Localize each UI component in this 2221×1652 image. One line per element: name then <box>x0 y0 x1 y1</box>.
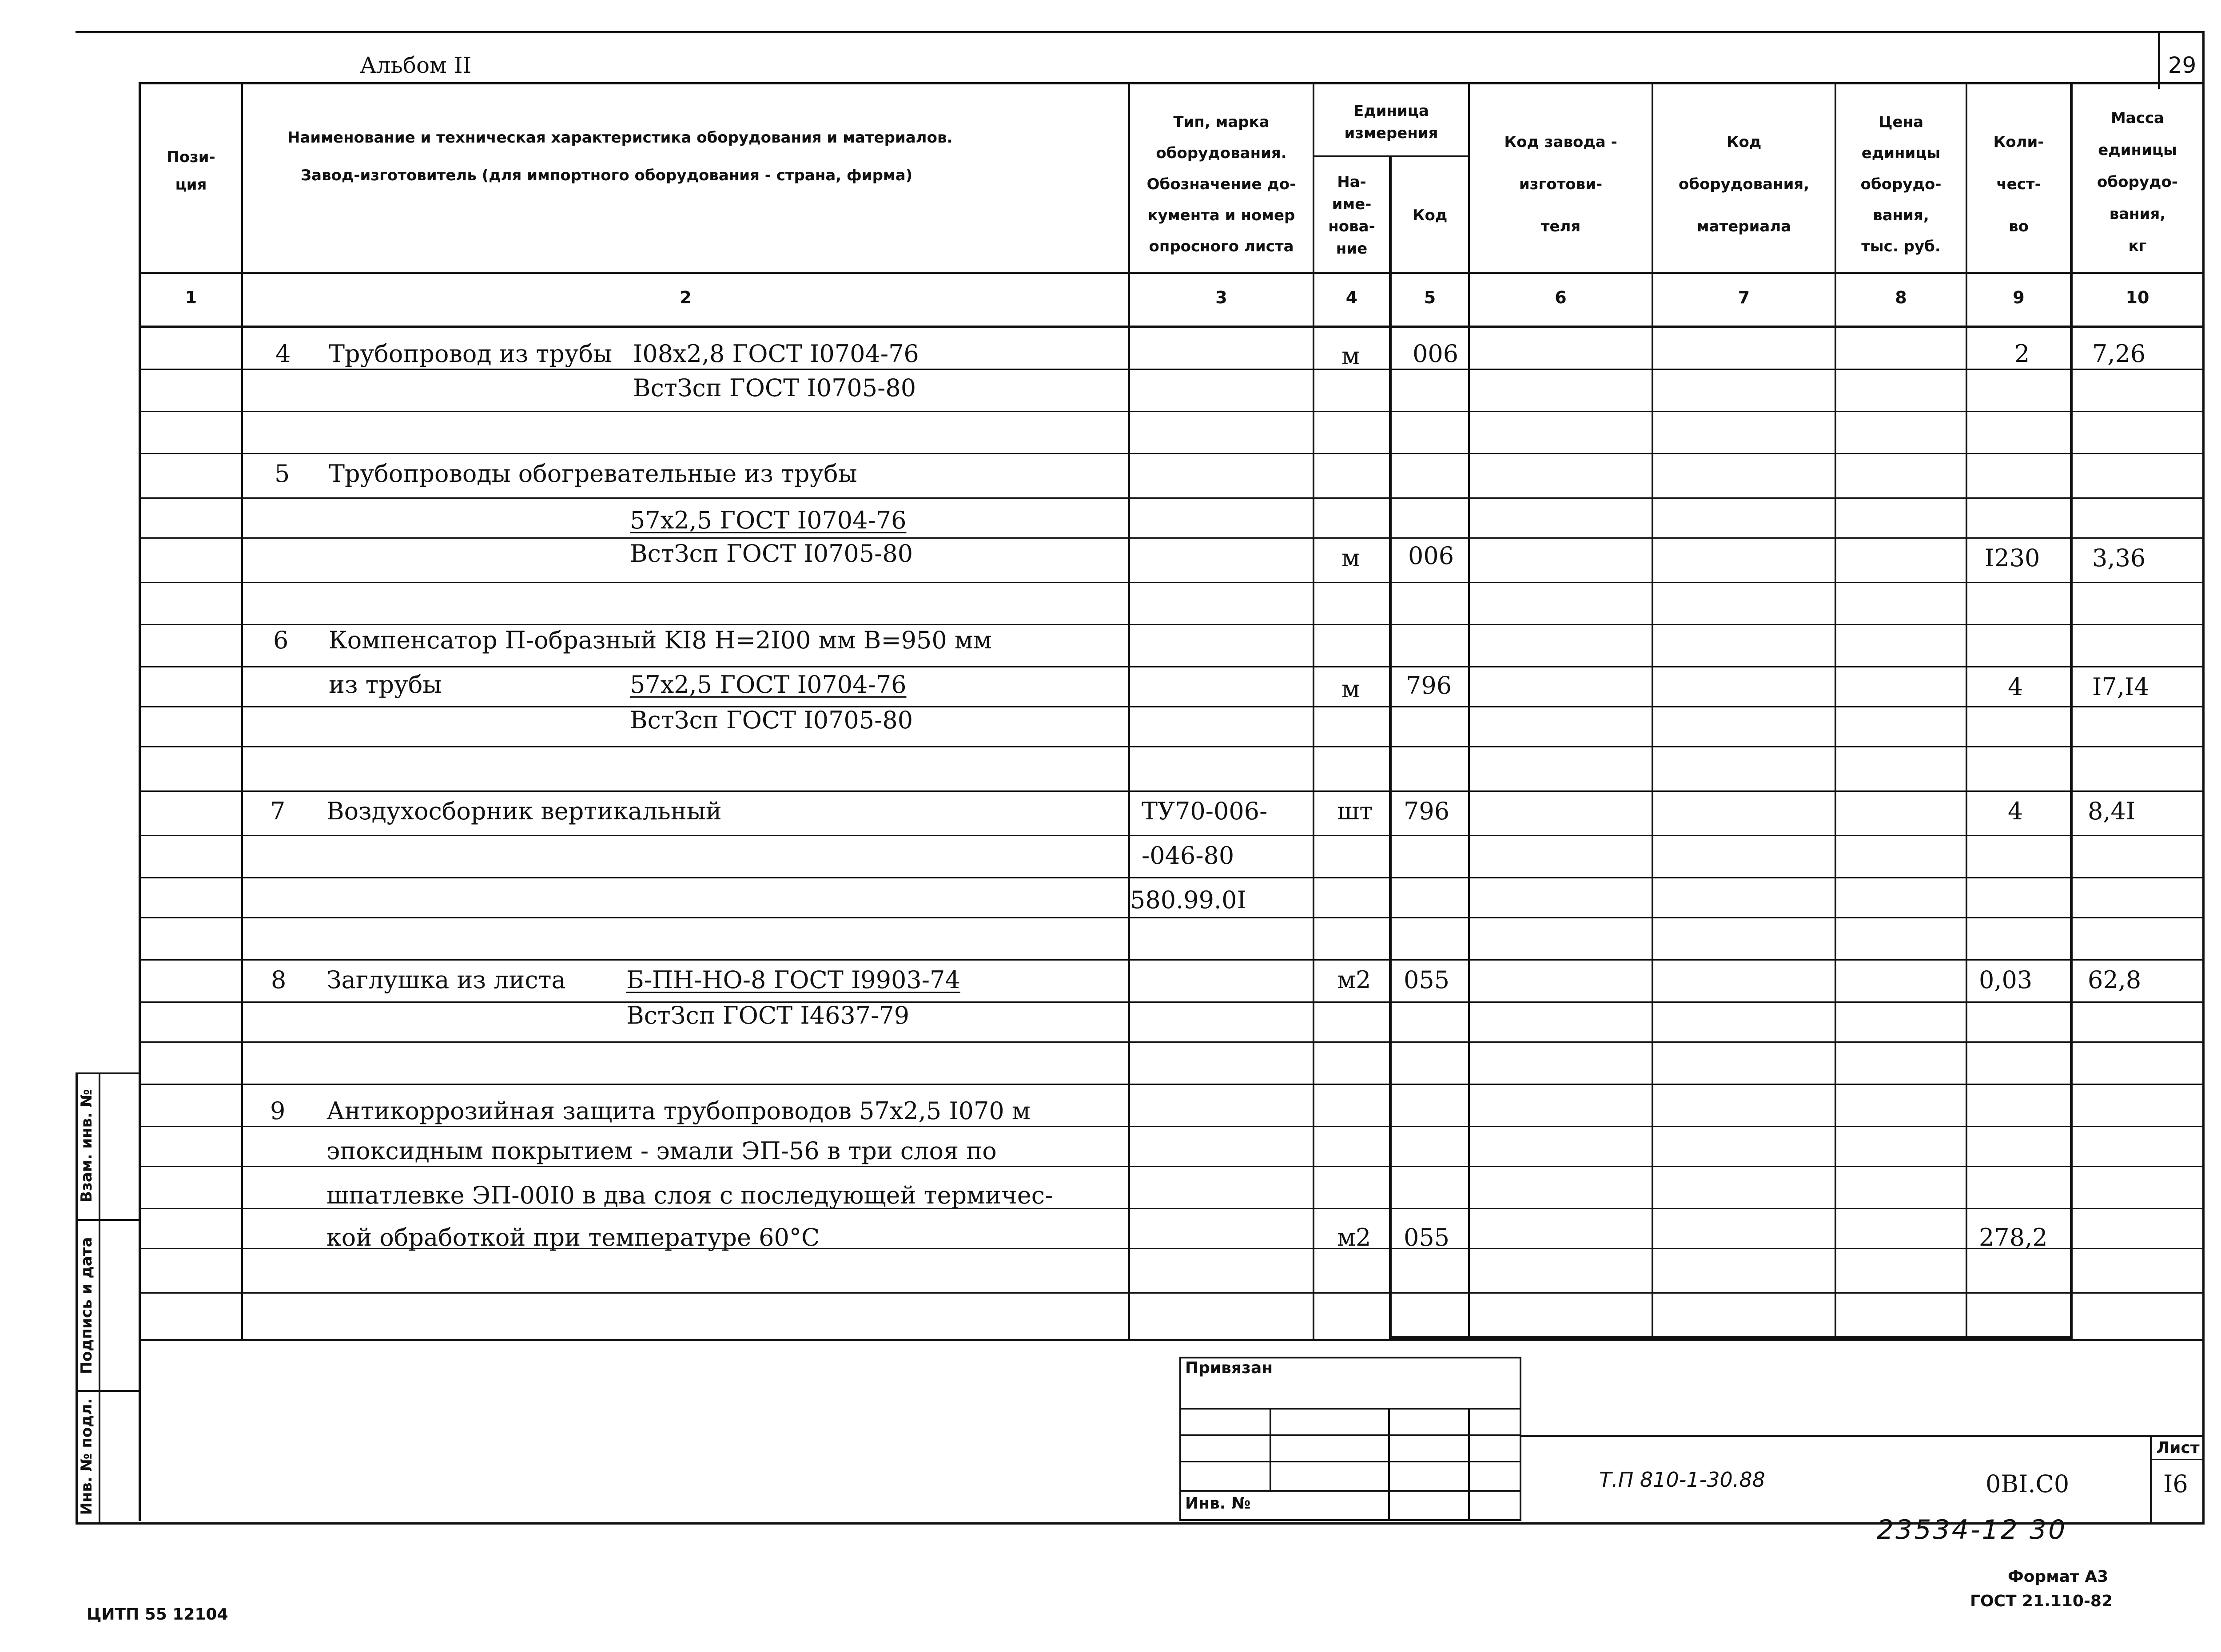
side-top <box>76 1072 140 1074</box>
row-5-spec: 57x2,5 ГОСТ I0704-76 <box>630 506 907 534</box>
row-9-line2: эпоксидным покрытием - эмали ЭП-56 в три слоя по <box>326 1137 997 1165</box>
sheet-code: 0BI.C0 <box>1986 1470 2070 1498</box>
row-5-mass: 3,36 <box>2092 544 2146 572</box>
handwritten-number: 23534-12 30 <box>1877 1514 2067 1545</box>
frame-top <box>76 31 2203 33</box>
row-4-spec: I08x2,8 ГОСТ I0704-76 <box>633 340 919 368</box>
hdr-name-line1: Наименование и техническая характеристика оборудования и материалов. <box>287 129 953 147</box>
title-block-top <box>1521 1435 2205 1437</box>
row-8-code: 055 <box>1404 966 1450 994</box>
colnum-bottom <box>139 326 2204 328</box>
row-9-line3: шпатлевке ЭП-00I0 в два слоя с последующей термичес- <box>326 1181 1053 1209</box>
hdr-name-line2: Завод-изготовитель (для импортного оборудования - страна, фирма) <box>301 167 913 184</box>
row-4-qty: 2 <box>2014 340 2030 368</box>
stamp-v2 <box>1388 1408 1390 1521</box>
row-8-spec: Б-ПН-НО-8 ГОСТ I9903-74 <box>626 966 960 994</box>
vcol-5 <box>1468 82 1470 1339</box>
stamp-v1 <box>1270 1408 1271 1492</box>
row-separator <box>141 1126 2203 1127</box>
vcol-8 <box>1966 82 1967 1339</box>
row-separator <box>141 959 2203 961</box>
side-label-inv: Инв. № подл. <box>78 1398 96 1515</box>
colnum-8: 8 <box>1895 288 1907 307</box>
hdr-price: Цена единицы оборудо- вания, тыс. руб. <box>1860 113 1942 255</box>
pos-9: 9 <box>270 1097 286 1125</box>
vcol-2 <box>1128 82 1130 1339</box>
page-number-box-left <box>2158 31 2160 89</box>
row-6-steel: ВстЗсп ГОСТ I0705-80 <box>630 706 913 734</box>
side-right <box>99 1072 100 1525</box>
row-8-steel: ВстЗсп ГОСТ I4637-79 <box>626 1001 910 1029</box>
colnum-5: 5 <box>1424 288 1436 307</box>
row-8-name: Заглушка из листа <box>326 966 566 994</box>
colnum-6: 6 <box>1555 288 1567 307</box>
stamp-h1 <box>1179 1408 1521 1410</box>
row-6-qty: 4 <box>2008 673 2023 701</box>
row-separator <box>141 706 2203 707</box>
pos-8: 8 <box>271 966 287 994</box>
row-separator <box>141 582 2203 583</box>
row-separator <box>141 1084 2203 1085</box>
hdr-mass: Масса единицы оборудо- вания, кг <box>2097 109 2178 255</box>
row-separator <box>141 453 2203 454</box>
row-8-qty: 0,03 <box>1979 966 2033 994</box>
pos-4: 4 <box>275 340 291 368</box>
stamp-privyazan: Привязан <box>1185 1359 1273 1377</box>
row-9-line1: Антикоррозийная защита трубопроводов 57x2,5 I070 м <box>326 1097 1031 1125</box>
row-separator <box>141 497 2203 499</box>
citp-label: ЦИТП 55 12104 <box>87 1605 228 1624</box>
row-7-mass: 8,4I <box>2088 797 2136 825</box>
hdr-unit-code: Код <box>1412 206 1448 224</box>
row-separator <box>141 917 2203 918</box>
list-number: I6 <box>2163 1470 2188 1498</box>
colnum-3: 3 <box>1215 288 1227 307</box>
page-number: 29 <box>2168 52 2197 78</box>
row-6-name: Компенсатор П-образный KI8 H=2I00 мм B=950 мм <box>329 626 992 654</box>
vcol-1 <box>241 82 243 1339</box>
row-separator <box>141 1292 2203 1294</box>
row-separator <box>141 835 2203 836</box>
doc-code: Т.П 810-1-30.88 <box>1599 1468 1765 1492</box>
row-separator <box>141 1166 2203 1167</box>
row-7-qty: 4 <box>2008 797 2023 825</box>
list-box-sep <box>2150 1459 2205 1460</box>
row-5-unit: м <box>1341 544 1361 572</box>
list-box-left <box>2150 1435 2152 1522</box>
row-5-code: 006 <box>1408 542 1454 570</box>
hdr-position: Пози- ция <box>167 148 215 194</box>
vcol-7 <box>1835 82 1836 1339</box>
row-6-spec: 57x2,5 ГОСТ I0704-76 <box>630 671 907 699</box>
row-9-qty: 278,2 <box>1979 1223 2048 1251</box>
row-separator <box>141 1041 2203 1043</box>
row-6-mass: I7,I4 <box>2092 673 2149 701</box>
bold-box-bottom <box>1389 1336 2073 1339</box>
pos-5: 5 <box>275 460 290 488</box>
list-label: Лист <box>2156 1439 2200 1457</box>
row-separator <box>141 790 2203 792</box>
colnum-7: 7 <box>1738 288 1750 307</box>
album-title: Альбом II <box>360 52 472 78</box>
gost-label: ГОСТ 21.110-82 <box>1970 1592 2113 1610</box>
row-9-unit: м2 <box>1337 1223 1371 1251</box>
row-7-code: 796 <box>1404 797 1450 825</box>
row-separator <box>141 877 2203 878</box>
row-4-code: 006 <box>1413 340 1459 368</box>
side-label-vzam: Взам. инв. № <box>78 1089 96 1203</box>
stamp-h2 <box>1179 1434 1521 1436</box>
row-separator <box>141 1001 2203 1003</box>
hdr-type: Тип, марка оборудования. Обозначение до- кумента и номер опросного листа <box>1146 113 1296 255</box>
row-4-steel: ВстЗсп ГОСТ I0705-80 <box>633 374 916 402</box>
row-7-unit: шт <box>1337 797 1373 825</box>
row-4-mass: 7,26 <box>2092 340 2146 368</box>
unit-group-sep <box>1313 155 1468 157</box>
row-8-mass: 62,8 <box>2088 966 2141 994</box>
colnum-2: 2 <box>680 288 692 307</box>
stamp-inv: Инв. № <box>1185 1494 1251 1513</box>
row-6-name2: из трубы <box>329 671 442 699</box>
row-4-unit: м <box>1341 342 1361 370</box>
hdr-unit-group: Единица измерения <box>1344 102 1438 142</box>
header-bottom <box>139 272 2204 274</box>
hdr-quantity: Коли- чест- во <box>1993 133 2044 235</box>
row-6-unit: м <box>1341 675 1361 703</box>
frame-right <box>2202 31 2205 1523</box>
colnum-9: 9 <box>2013 288 2025 307</box>
row-separator <box>141 537 2203 539</box>
row-9-code: 055 <box>1404 1223 1450 1251</box>
stamp-h3 <box>1179 1461 1521 1462</box>
row-5-steel: ВстЗсп ГОСТ I0705-80 <box>630 540 913 568</box>
hdr-material-code: Код оборудования, материала <box>1678 133 1810 235</box>
row-5-qty: I230 <box>1985 544 2040 572</box>
hdr-unit-name: На- име- нова- ние <box>1328 173 1375 258</box>
row-separator <box>141 411 2203 412</box>
row-4-name: Трубопровод из трубы <box>329 340 613 368</box>
row-7-type1: ТУ70-006- <box>1142 797 1268 825</box>
hdr-name <box>243 129 1128 209</box>
colnum-4: 4 <box>1345 288 1358 307</box>
row-9-line4: кой обработкой при температуре 60°С <box>326 1223 820 1251</box>
row-8-unit: м2 <box>1337 966 1371 994</box>
stamp-v3 <box>1468 1408 1470 1521</box>
row-7-name: Воздухосборник вертикальный <box>326 797 722 825</box>
table-bottom <box>139 1339 2204 1341</box>
format-label: Формат А3 <box>2008 1568 2109 1586</box>
colnum-10: 10 <box>2125 288 2149 307</box>
row-7-type2: -046-80 <box>1142 842 1234 870</box>
pos-6: 6 <box>273 626 289 654</box>
hdr-factory-code: Код завода - изготови- теля <box>1504 133 1617 235</box>
side-sep1 <box>76 1219 140 1221</box>
row-7-type3: 580.99.0I <box>1130 886 1246 914</box>
table-top <box>139 82 2204 84</box>
row-separator <box>141 624 2203 625</box>
row-separator <box>141 666 2203 667</box>
pos-7: 7 <box>270 797 286 825</box>
stamp-h4 <box>1179 1490 1521 1492</box>
colnum-1: 1 <box>185 288 197 307</box>
row-5-name: Трубопроводы обогревательные из трубы <box>329 460 857 488</box>
vcol-6 <box>1652 82 1653 1339</box>
row-separator <box>141 369 2203 370</box>
side-label-podpis: Подпись и дата <box>78 1237 96 1374</box>
row-6-code: 796 <box>1406 671 1452 699</box>
row-separator <box>141 746 2203 747</box>
